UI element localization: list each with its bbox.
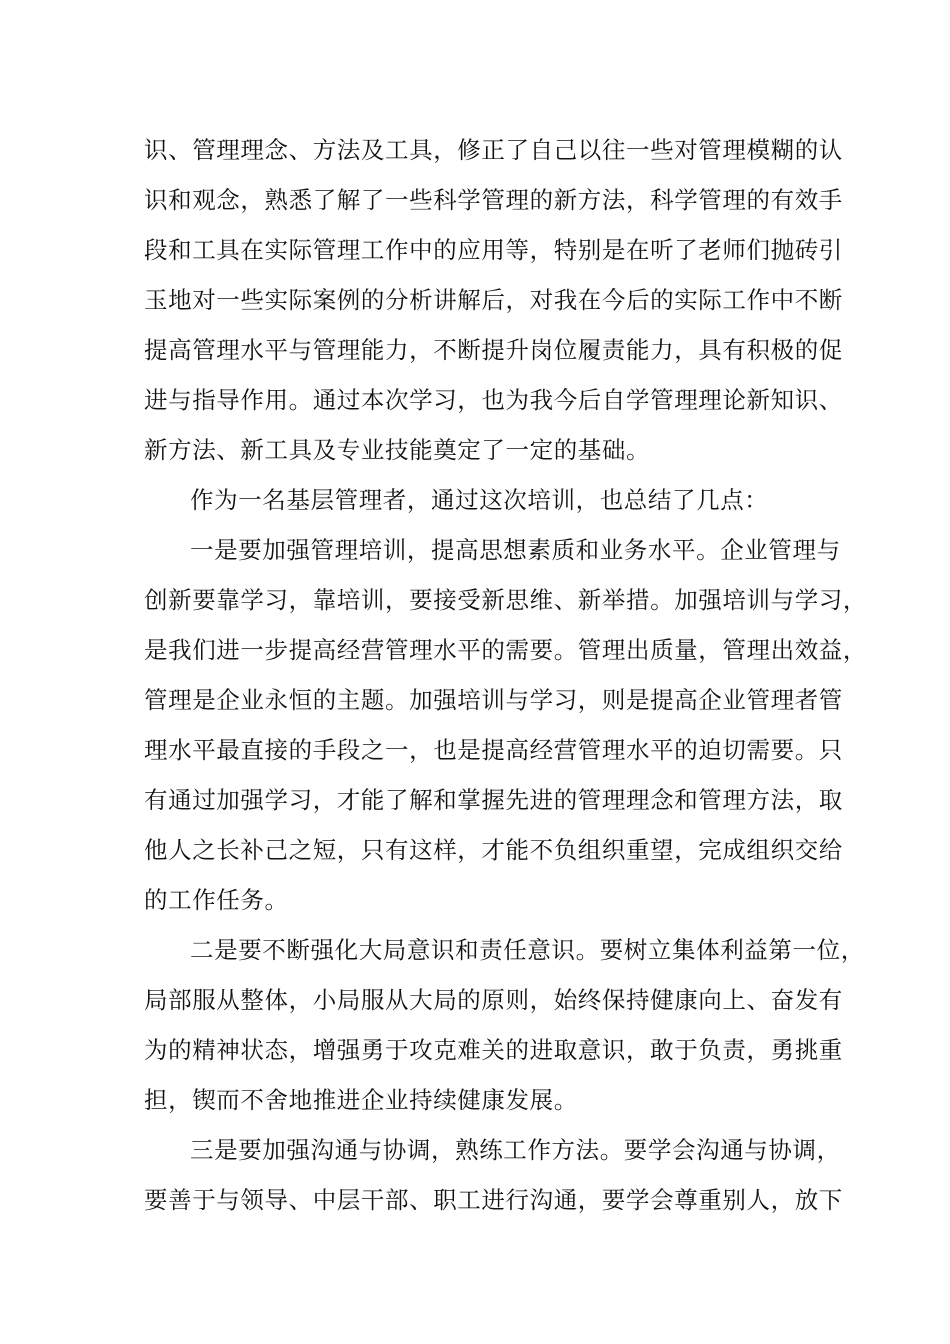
text-line: 为的精神状态，增强勇于攻克难关的进取意识，敢于负责，勇挑重	[144, 1036, 843, 1064]
text-line: 创新要靠学习，靠培训，要接受新思维、新举措。加强培训与学习，	[144, 586, 867, 614]
text-line: 局部服从整体，小局服从大局的原则，始终保持健康向上、奋发有	[144, 986, 843, 1014]
text-line: 识和观念，熟悉了解了一些科学管理的新方法，科学管理的有效手	[144, 186, 843, 214]
text-line: 理水平最直接的手段之一，也是提高经营管理水平的迫切需要。只	[144, 736, 843, 764]
paragraph-first-line: 作为一名基层管理者，通过这次培训，也总结了几点：	[190, 486, 769, 514]
paragraph-first-line: 三是要加强沟通与协调，熟练工作方法。要学会沟通与协调，	[190, 1136, 841, 1164]
text-line: 段和工具在实际管理工作中的应用等，特别是在听了老师们抛砖引	[144, 236, 843, 264]
text-line: 管理是企业永恒的主题。加强培训与学习，则是提高企业管理者管	[144, 686, 843, 714]
text-line: 玉地对一些实际案例的分析讲解后，对我在今后的实际工作中不断	[144, 286, 843, 314]
text-line: 新方法、新工具及专业技能奠定了一定的基础。	[144, 436, 651, 464]
text-line: 识、管理理念、方法及工具，修正了自己以往一些对管理模糊的认	[144, 136, 843, 164]
text-line: 提高管理水平与管理能力，不断提升岗位履责能力，具有积极的促	[144, 336, 843, 364]
text-line: 担，锲而不舍地推进企业持续健康发展。	[144, 1086, 578, 1114]
text-line: 要善于与领导、中层干部、职工进行沟通，要学会尊重别人，放下	[144, 1186, 843, 1214]
paragraph-first-line: 二是要不断强化大局意识和责任意识。要树立集体利益第一位，	[190, 936, 865, 964]
text-line: 是我们进一步提高经营管理水平的需要。管理出质量，管理出效益，	[144, 636, 867, 664]
text-line: 的工作任务。	[144, 886, 289, 914]
text-line: 有通过加强学习，才能了解和掌握先进的管理理念和管理方法，取	[144, 786, 843, 814]
paragraph-first-line: 一是要加强管理培训，提高思想素质和业务水平。企业管理与	[190, 536, 841, 564]
text-line: 他人之长补己之短，只有这样，才能不负组织重望，完成组织交给	[144, 836, 843, 864]
text-line: 进与指导作用。通过本次学习，也为我今后自学管理理论新知识、	[144, 386, 843, 414]
